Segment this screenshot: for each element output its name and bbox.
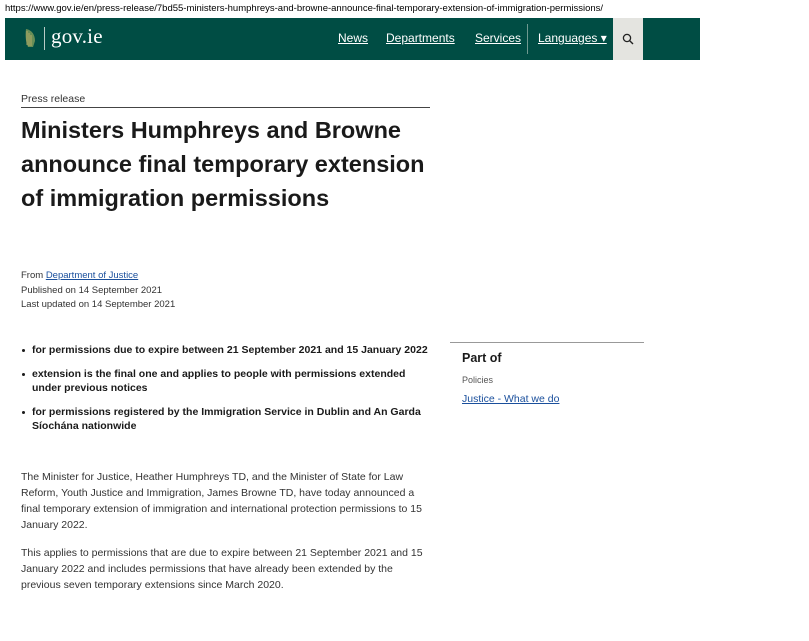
page-url: https://www.gov.ie/en/press-release/7bd55-ministers-humphreys-and-browne-announce-final-temporary-extension-of-immigration-permissions/ bbox=[5, 3, 604, 14]
summary-bullets bbox=[21, 343, 431, 443]
part-of-heading: Part of bbox=[462, 351, 502, 365]
article-meta bbox=[21, 269, 175, 313]
updated-date: Last updated on 14 September 2021 bbox=[21, 299, 176, 310]
list-item: extension is the final one and applies to people with permissions extended under previous notices bbox=[21, 367, 431, 396]
content-type-label: Press release bbox=[21, 93, 86, 105]
site-header bbox=[5, 18, 700, 60]
logo-divider bbox=[44, 27, 45, 50]
page-title: Ministers Humphreys and Browne announce final temporary extension of immigration permissions bbox=[21, 117, 425, 211]
published-date: Published on 14 September 2021 bbox=[21, 284, 163, 296]
from-label: From bbox=[21, 270, 44, 281]
body-paragraph: This applies to permissions that are due to expire between 21 September 2021 and 15 January 2022 and includes permissions that have already been extended by the previous seven temporary extensions since March 2020. bbox=[21, 547, 423, 591]
policy-link[interactable]: Justice - What we do bbox=[462, 393, 560, 405]
part-of-panel bbox=[450, 342, 644, 415]
list-item: for permissions due to expire between 21 September 2021 and 15 January 2022 bbox=[21, 343, 431, 358]
search-button[interactable] bbox=[613, 18, 643, 60]
harp-logo-icon bbox=[23, 27, 37, 49]
nav-departments[interactable]: Departments bbox=[386, 31, 455, 45]
body-paragraph: The Minister for Justice, Heather Humphreys TD, and the Minister of State for Law Reform, Youth Justice and Immigration, James Browne TD, have today announced a final temporary extension of immigration and international protection permissions to 15 January 2022. bbox=[21, 471, 422, 531]
nav-languages[interactable]: Languages ▾ bbox=[538, 31, 607, 45]
list-item: for permissions registered by the Immigration Service in Dublin and An Garda Síochána nationwide bbox=[21, 405, 431, 434]
title-divider bbox=[21, 107, 430, 108]
site-logo[interactable]: gov.ie bbox=[51, 24, 103, 48]
nav-services[interactable]: Services bbox=[475, 31, 522, 45]
department-link[interactable]: Department of Justice bbox=[45, 270, 139, 281]
nav-news[interactable]: News bbox=[338, 31, 369, 45]
from-line bbox=[21, 269, 175, 284]
part-of-category: Policies bbox=[462, 375, 494, 385]
search-icon bbox=[622, 33, 634, 45]
nav-divider bbox=[527, 24, 528, 54]
